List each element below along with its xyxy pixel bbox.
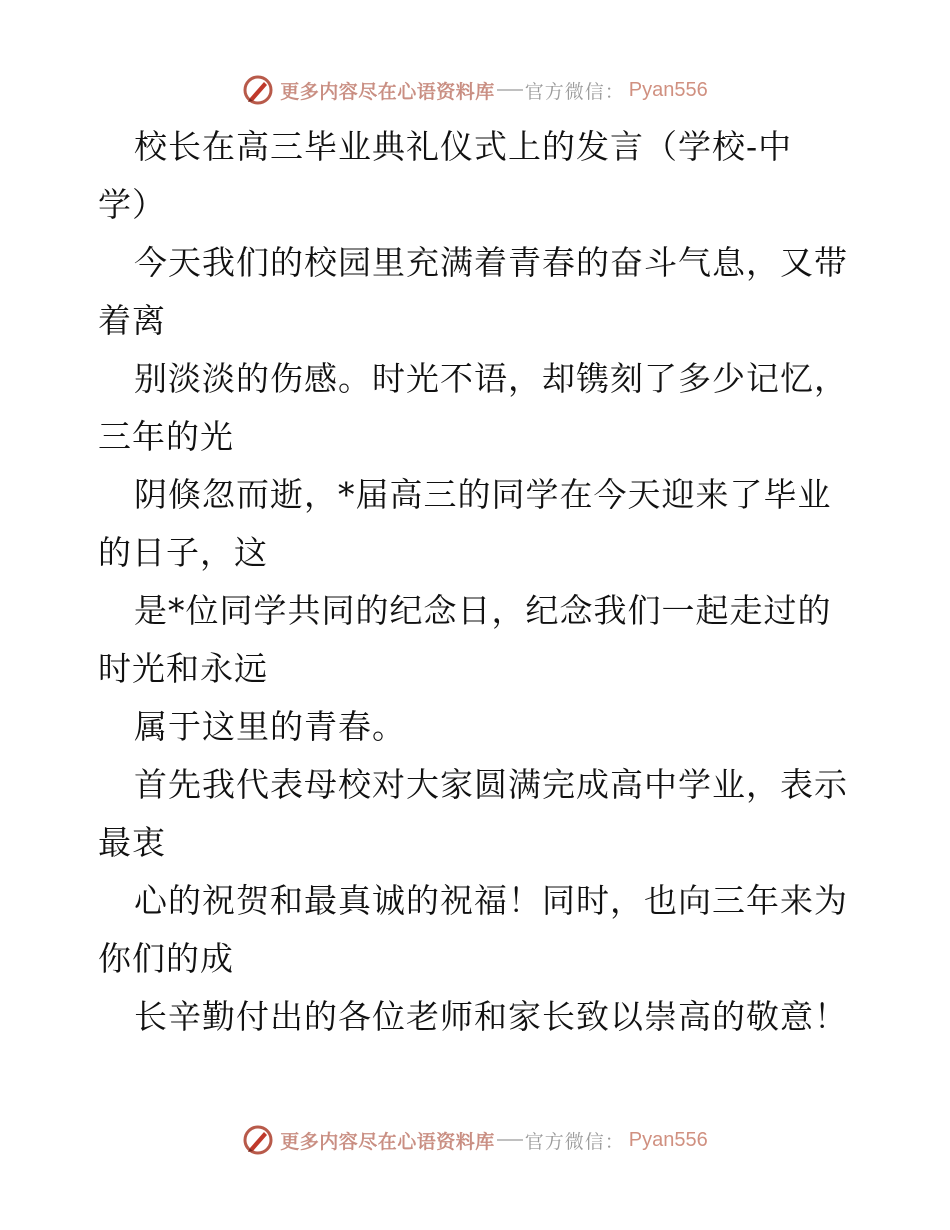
- pen-logo-icon: [242, 74, 274, 106]
- text-line: 心的祝贺和最真诚的祝福！同时，也向三年来为: [134, 881, 848, 920]
- text-line: 着离: [98, 301, 166, 340]
- watermark-wechat-id: Pyan556: [628, 1128, 708, 1151]
- text-line: 长辛勤付出的各位老师和家长致以崇高的敬意！: [134, 997, 848, 1036]
- text-line: 是*位同学共同的纪念日，纪念我们一起走过的: [134, 591, 832, 630]
- text-line: 三年的光: [98, 417, 234, 456]
- footer-watermark: [0, 1120, 950, 1160]
- text-line: 你们的成: [98, 939, 234, 978]
- header-watermark: [0, 70, 950, 110]
- text-line: 别淡淡的伤感。时光不语，却镌刻了多少记忆，: [134, 359, 848, 398]
- watermark-text: 更多内容尽在心语资料库: [280, 1130, 495, 1153]
- watermark-text: 更多内容尽在心语资料库: [280, 80, 495, 103]
- pen-logo-icon: [242, 1124, 274, 1156]
- text-line: 学）: [98, 185, 166, 224]
- text-line: 属于这里的青春。: [134, 707, 406, 746]
- text-line: 最衷: [98, 823, 166, 862]
- text-line: 阴倏忽而逝，*届高三的同学在今天迎来了毕业: [134, 475, 832, 514]
- watermark-wechat-label: 官方微信：: [524, 1130, 625, 1153]
- text-line: 时光和永远: [98, 649, 268, 688]
- document-body: [98, 118, 868, 1046]
- watermark-wechat-label: 官方微信：: [524, 80, 625, 103]
- text-line: 校长在高三毕业典礼仪式上的发言（学校-中: [134, 127, 793, 166]
- text-line: 首先我代表母校对大家圆满完成高中学业，表示: [134, 765, 848, 804]
- watermark-wechat-id: Pyan556: [628, 78, 708, 101]
- text-line: 的日子，这: [98, 533, 268, 572]
- text-line: 今天我们的校园里充满着青春的奋斗气息，又带: [134, 243, 848, 282]
- watermark-dash: [497, 89, 523, 91]
- watermark-dash: [497, 1139, 523, 1141]
